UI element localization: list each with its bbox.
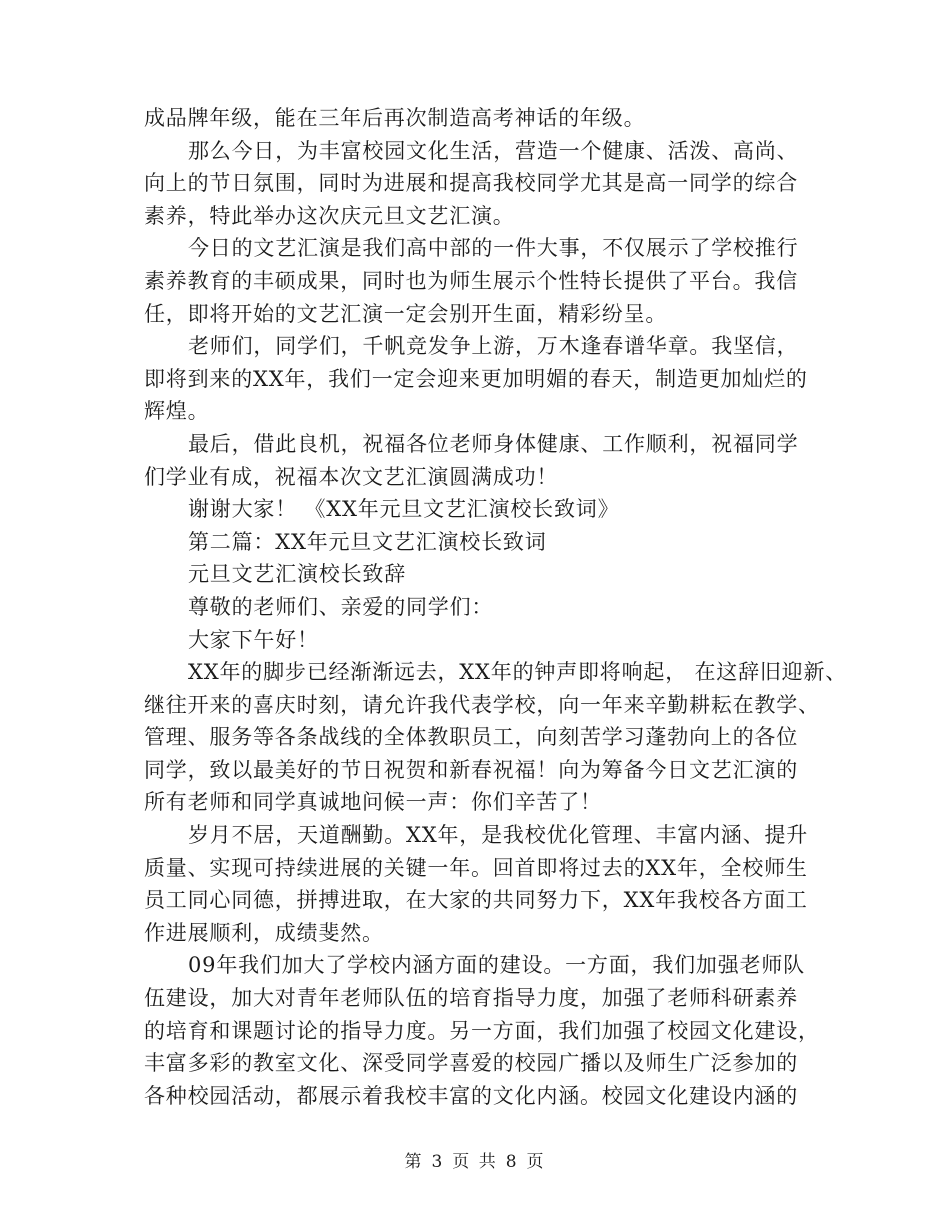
- page-footer: [0, 1147, 950, 1172]
- text-line: 管理、服务等各条战线的全体教职员工，向刻苦学习蓬勃向上的各位: [144, 725, 798, 750]
- text-line: 素养，特此举办这次庆元旦文艺汇演。: [144, 203, 515, 228]
- text-line: 们学业有成，祝福本次文艺汇演圆满成功！: [144, 464, 559, 489]
- text-line: 作进展顺利，成绩斐然。: [144, 920, 384, 945]
- footer-middle: 页 共: [452, 1152, 498, 1172]
- text-line: 的培育和课题讨论的指导力度。另一方面，我们加强了校园文化建设，: [144, 1018, 820, 1043]
- text-line: 辉煌。: [144, 399, 210, 424]
- text-line: 谢谢大家！ 《XX年元旦文艺汇演校长致词》: [188, 497, 620, 522]
- text-line: 大家下午好！: [188, 627, 319, 652]
- text-line: 尊敬的老师们、亲爱的同学们：: [188, 594, 494, 619]
- text-line: 09年我们加大了学校内涵方面的建设。一方面，我们加强老师队: [188, 953, 805, 978]
- text-line: 即将到来的XX年，我们一定会迎来更加明媚的春天，制造更加灿烂的: [144, 366, 808, 391]
- footer-current-page: 3: [431, 1152, 445, 1172]
- text-line: 各种校园活动，都展示着我校丰富的文化内涵。校园文化建设内涵的: [144, 1083, 798, 1108]
- document-body: [144, 102, 848, 1112]
- text-line: 岁月不居，天道酬勤。XX年，是我校优化管理、丰富内涵、提升: [188, 823, 809, 848]
- text-line: 质量、实现可持续进展的关键一年。回首即将过去的XX年，全校师生: [144, 855, 808, 880]
- footer-total-pages: 8: [505, 1152, 519, 1172]
- footer-prefix: 第: [404, 1152, 424, 1172]
- text-line: 同学，致以最美好的节日祝贺和新春祝福！向为筹备今日文艺汇演的: [144, 757, 798, 782]
- text-line: 元旦文艺汇演校长致辞: [188, 562, 406, 587]
- text-line: 最后，借此良机，祝福各位老师身体健康、工作顺利，祝福同学: [188, 431, 799, 456]
- text-line: 向上的节日氛围，同时为进展和提高我校同学尤其是高一同学的综合: [144, 171, 798, 196]
- text-line: 今日的文艺汇演是我们高中部的一件大事，不仅展示了学校推行: [188, 236, 799, 261]
- text-line: 所有老师和同学真诚地问候一声：你们辛苦了！: [144, 790, 602, 815]
- text-line: 任，即将开始的文艺汇演一定会别开生面，精彩纷呈。: [144, 301, 668, 326]
- text-line: 老师们，同学们，千帆竞发争上游，万木逢春谱华章。我坚信，: [188, 334, 799, 359]
- text-line: 第二篇：XX年元旦文艺汇演校长致词: [188, 529, 547, 554]
- text-line: 丰富多彩的教室文化、深受同学喜爱的校园广播以及师生广泛参加的: [144, 1051, 798, 1076]
- text-line: 成品牌年级，能在三年后再次制造高考神话的年级。: [144, 106, 646, 130]
- text-line: 素养教育的丰硕成果，同时也为师生展示个性特长提供了平台。我信: [144, 268, 798, 293]
- text-line: XX年的脚步已经渐渐远去，XX年的钟声即将响起， 在这辞旧迎新、: [188, 660, 848, 685]
- text-line: 那么今日，为丰富校园文化生活，营造一个健康、活泼、高尚、: [188, 138, 799, 163]
- text-line: 继往开来的喜庆时刻，请允许我代表学校，向一年来辛勤耕耘在教学、: [144, 692, 820, 717]
- text-line: 员工同心同德，拼搏进取，在大家的共同努力下，XX年我校各方面工: [144, 888, 808, 913]
- footer-suffix: 页: [526, 1152, 546, 1172]
- text-line: 伍建设，加大对青年老师队伍的培育指导力度，加强了老师科研素养: [144, 986, 798, 1011]
